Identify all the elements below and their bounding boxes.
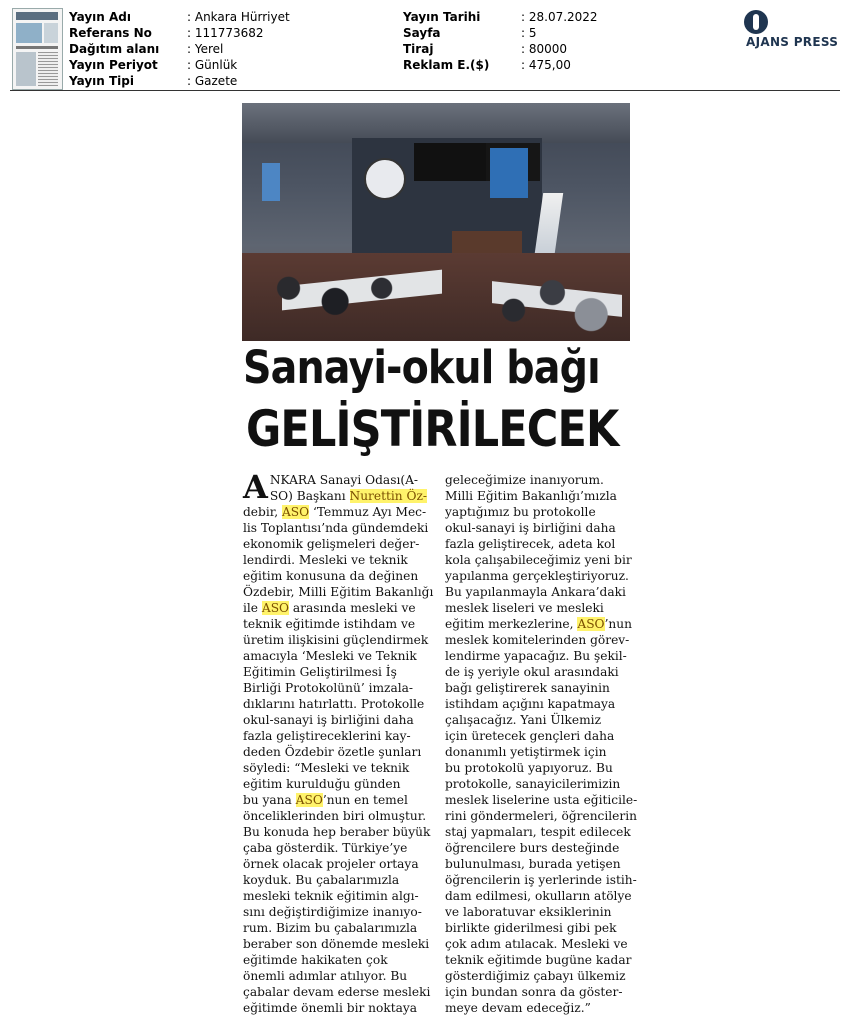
ajans-press-logo <box>744 10 840 50</box>
meta-key: Sayfa <box>403 26 441 40</box>
highlighted-term: ASO <box>295 793 323 807</box>
meta-right <box>403 9 598 73</box>
article-line: teknik eğitimde istihdam ve <box>243 617 416 631</box>
article-line: eğitimde önemli bir noktaya <box>243 1001 418 1015</box>
article-line: NKARA Sanayi Odası(A- <box>269 473 419 487</box>
meta-value: : 5 <box>521 26 537 40</box>
article-line: mesleki teknik eğitimin algı- <box>243 889 419 903</box>
highlighted-term: ASO <box>261 601 290 615</box>
article-line: deden Özdebir özetle şunları <box>243 745 422 759</box>
article-line: öğrencilere burs desteğinde <box>445 841 620 855</box>
meta-key: Reklam E.($) <box>403 58 490 72</box>
article-line: bu yana ASO’nun en temel <box>243 793 408 807</box>
highlighted-term: ASO <box>281 505 310 519</box>
article-line: istihdam açığını kapatmaya <box>445 697 616 711</box>
article-line: çaba gösterdik. Türkiye’ye <box>243 841 408 855</box>
article-line: protokolle, sanayicilerimizin <box>445 777 621 791</box>
article-line: önceliklerinden biri olmuştur. <box>243 809 427 823</box>
article-line: meye devam edeceğiz.” <box>445 1001 591 1015</box>
highlighted-term: Nurettin Öz- <box>349 489 428 503</box>
article-line: geleceğimize inanıyorum. <box>445 473 604 487</box>
meta-value: : Günlük <box>187 58 238 72</box>
article-line: beraber son dönemde mesleki <box>243 937 430 951</box>
meta-row <box>69 57 290 73</box>
article-line: SO) Başkanı Nurettin Öz- <box>269 489 428 503</box>
article-line: dıklarını hatırlattı. Protokolle <box>243 697 425 711</box>
article-line: ve laboratuvar eksiklerinin <box>445 905 612 919</box>
meta-key: Yayın Tarihi <box>403 10 481 24</box>
meta-row <box>403 25 598 41</box>
article-line: örnek olacak projeler ortaya <box>243 857 419 871</box>
article-line: fazla geliştirecek, adeta kol <box>445 537 616 551</box>
article-line: öğrencilerin iş yerlerinde istih- <box>445 873 637 887</box>
article-line: koyduk. Bu çabalarımızla <box>243 873 400 887</box>
article-line: bu protokolü yapıyoruz. Bu <box>445 761 613 775</box>
article-line: lis Toplantısı’nda gündemdeki <box>243 521 429 535</box>
headline-line-2: GELİŞTİRİLECEK <box>246 400 619 458</box>
meta-row <box>69 41 290 57</box>
meta-value: : Ankara Hürriyet <box>187 10 290 24</box>
article-line: üretim ilişkisini güçlendirmek <box>243 633 429 647</box>
headline-line-1: Sanayi-okul bağı <box>243 341 600 394</box>
article-line: gösterdiğimiz çabayı ülkemiz <box>445 969 626 983</box>
article-column-1-body <box>243 488 435 1016</box>
article-line: çabalar devam ederse mesleki <box>243 985 431 999</box>
article-line: Birliği Protokolünü’ imzala- <box>243 681 413 695</box>
article-line: için bundan sonra da göster- <box>445 985 623 999</box>
meta-key: Dağıtım alanı <box>69 42 160 56</box>
meta-value: : 475,00 <box>521 58 571 72</box>
ajans-press-logo-icon <box>744 10 768 34</box>
meta-row <box>69 9 290 25</box>
article-line: staj yapmaları, tespit edilecek <box>445 825 631 839</box>
article-line: Bu konuda hep beraber büyük <box>243 825 431 839</box>
article-column-2 <box>445 472 637 1016</box>
article-line: meslek liseleri ve mesleki <box>445 601 604 615</box>
article-column-1 <box>243 468 435 1016</box>
article-line: dam edilmesi, okulların atölye <box>445 889 632 903</box>
highlighted-term: ASO <box>577 617 605 631</box>
article-line: Bu yapılanmayla Ankara’daki <box>445 585 626 599</box>
article-line: Eğitimin Geliştirilmesi İş <box>243 665 397 679</box>
meta-value: : Yerel <box>187 42 224 56</box>
article-line: de iş yeriyle okul arasındaki <box>445 665 619 679</box>
article-line: donanımlı yetiştirmek için <box>445 745 607 759</box>
article-line: amacıyla ‘Mesleki ve Teknik <box>243 649 417 663</box>
article-line: okul-sanayi iş birliğini daha <box>445 521 616 535</box>
logo-text: AJANS PRESS <box>746 35 839 49</box>
meta-key: Tiraj <box>403 42 434 56</box>
article-line: lendirme yapacağız. Bu şekil- <box>445 649 627 663</box>
article-line: debir, ASO ‘Temmuz Ayı Mec- <box>243 505 427 519</box>
article-line: Özdebir, Milli Eğitim Bakanlığı <box>243 585 434 599</box>
article-line: birlikte giderilmesi gibi pek <box>445 921 617 935</box>
article-line: kola çalışabileceğimiz yeni bir <box>445 553 632 567</box>
article-line: önemli adımlar atılıyor. Bu <box>243 969 408 983</box>
header-divider <box>10 90 840 91</box>
meta-row <box>69 73 290 89</box>
article-line: çok adım atılacak. Mesleki ve <box>445 937 628 951</box>
article-line: için üretecek gençleri daha <box>445 729 615 743</box>
article-line: eğitimde hakikaten çok <box>243 953 388 967</box>
article-line: eğitim konusuna da değinen <box>243 569 419 583</box>
article-line: ile ASO arasında mesleki ve <box>243 601 416 615</box>
article-line: söyledi: “Mesleki ve teknik <box>243 761 410 775</box>
meta-key: Yayın Tipi <box>69 74 134 88</box>
meta-value: : 80000 <box>521 42 568 56</box>
article-line: eğitim merkezlerine, ASO’nun <box>445 617 632 631</box>
article-line: eğitim kurulduğu günden <box>243 777 401 791</box>
article-line: fazla geliştireceklerini kay- <box>243 729 411 743</box>
article-line: okul-sanayi iş birliğini daha <box>243 713 414 727</box>
meta-left <box>69 9 290 89</box>
meta-key: Yayın Adı <box>69 10 131 24</box>
article-line: ekonomik gelişmeleri değer- <box>243 537 420 551</box>
article-line: bulunulması, burada yetişen <box>445 857 621 871</box>
article-line: rini göndermeleri, öğrencilerin <box>445 809 637 823</box>
meta-row <box>403 41 598 57</box>
dropcap: A <box>243 468 268 506</box>
meta-key: Yayın Periyot <box>69 58 158 72</box>
article-line: Milli Eğitim Bakanlığı’mızla <box>445 489 617 503</box>
article-line: çalışacağız. Yani Ülkemiz <box>445 713 601 727</box>
article-line: yaptığımız bu protokolle <box>445 505 596 519</box>
article-line: bağı geliştirerek sanayinin <box>445 681 610 695</box>
meta-row <box>69 25 290 41</box>
meta-row <box>403 57 598 73</box>
article-line: sını değiştirdiğimize inanıyo- <box>243 905 422 919</box>
article-photo <box>242 103 630 341</box>
article-column-2-body <box>445 472 637 1016</box>
article-line: teknik eğitimde bugüne kadar <box>445 953 632 967</box>
meta-value: : 28.07.2022 <box>521 10 598 24</box>
article-line: meslek liselerine usta eğiticile- <box>445 793 637 807</box>
article-line: lendirdi. Mesleki ve teknik <box>243 553 408 567</box>
meta-value: : Gazete <box>187 74 238 88</box>
page-thumbnail <box>12 8 63 90</box>
article-line: yapılanma gerçekleştiriyoruz. <box>445 569 629 583</box>
meta-key: Referans No <box>69 26 152 40</box>
meta-value: : 111773682 <box>187 26 264 40</box>
article-line: rum. Bizim bu çabalarımızla <box>243 921 418 935</box>
meta-row <box>403 9 598 25</box>
article-line: meslek komitelerinden görev- <box>445 633 630 647</box>
